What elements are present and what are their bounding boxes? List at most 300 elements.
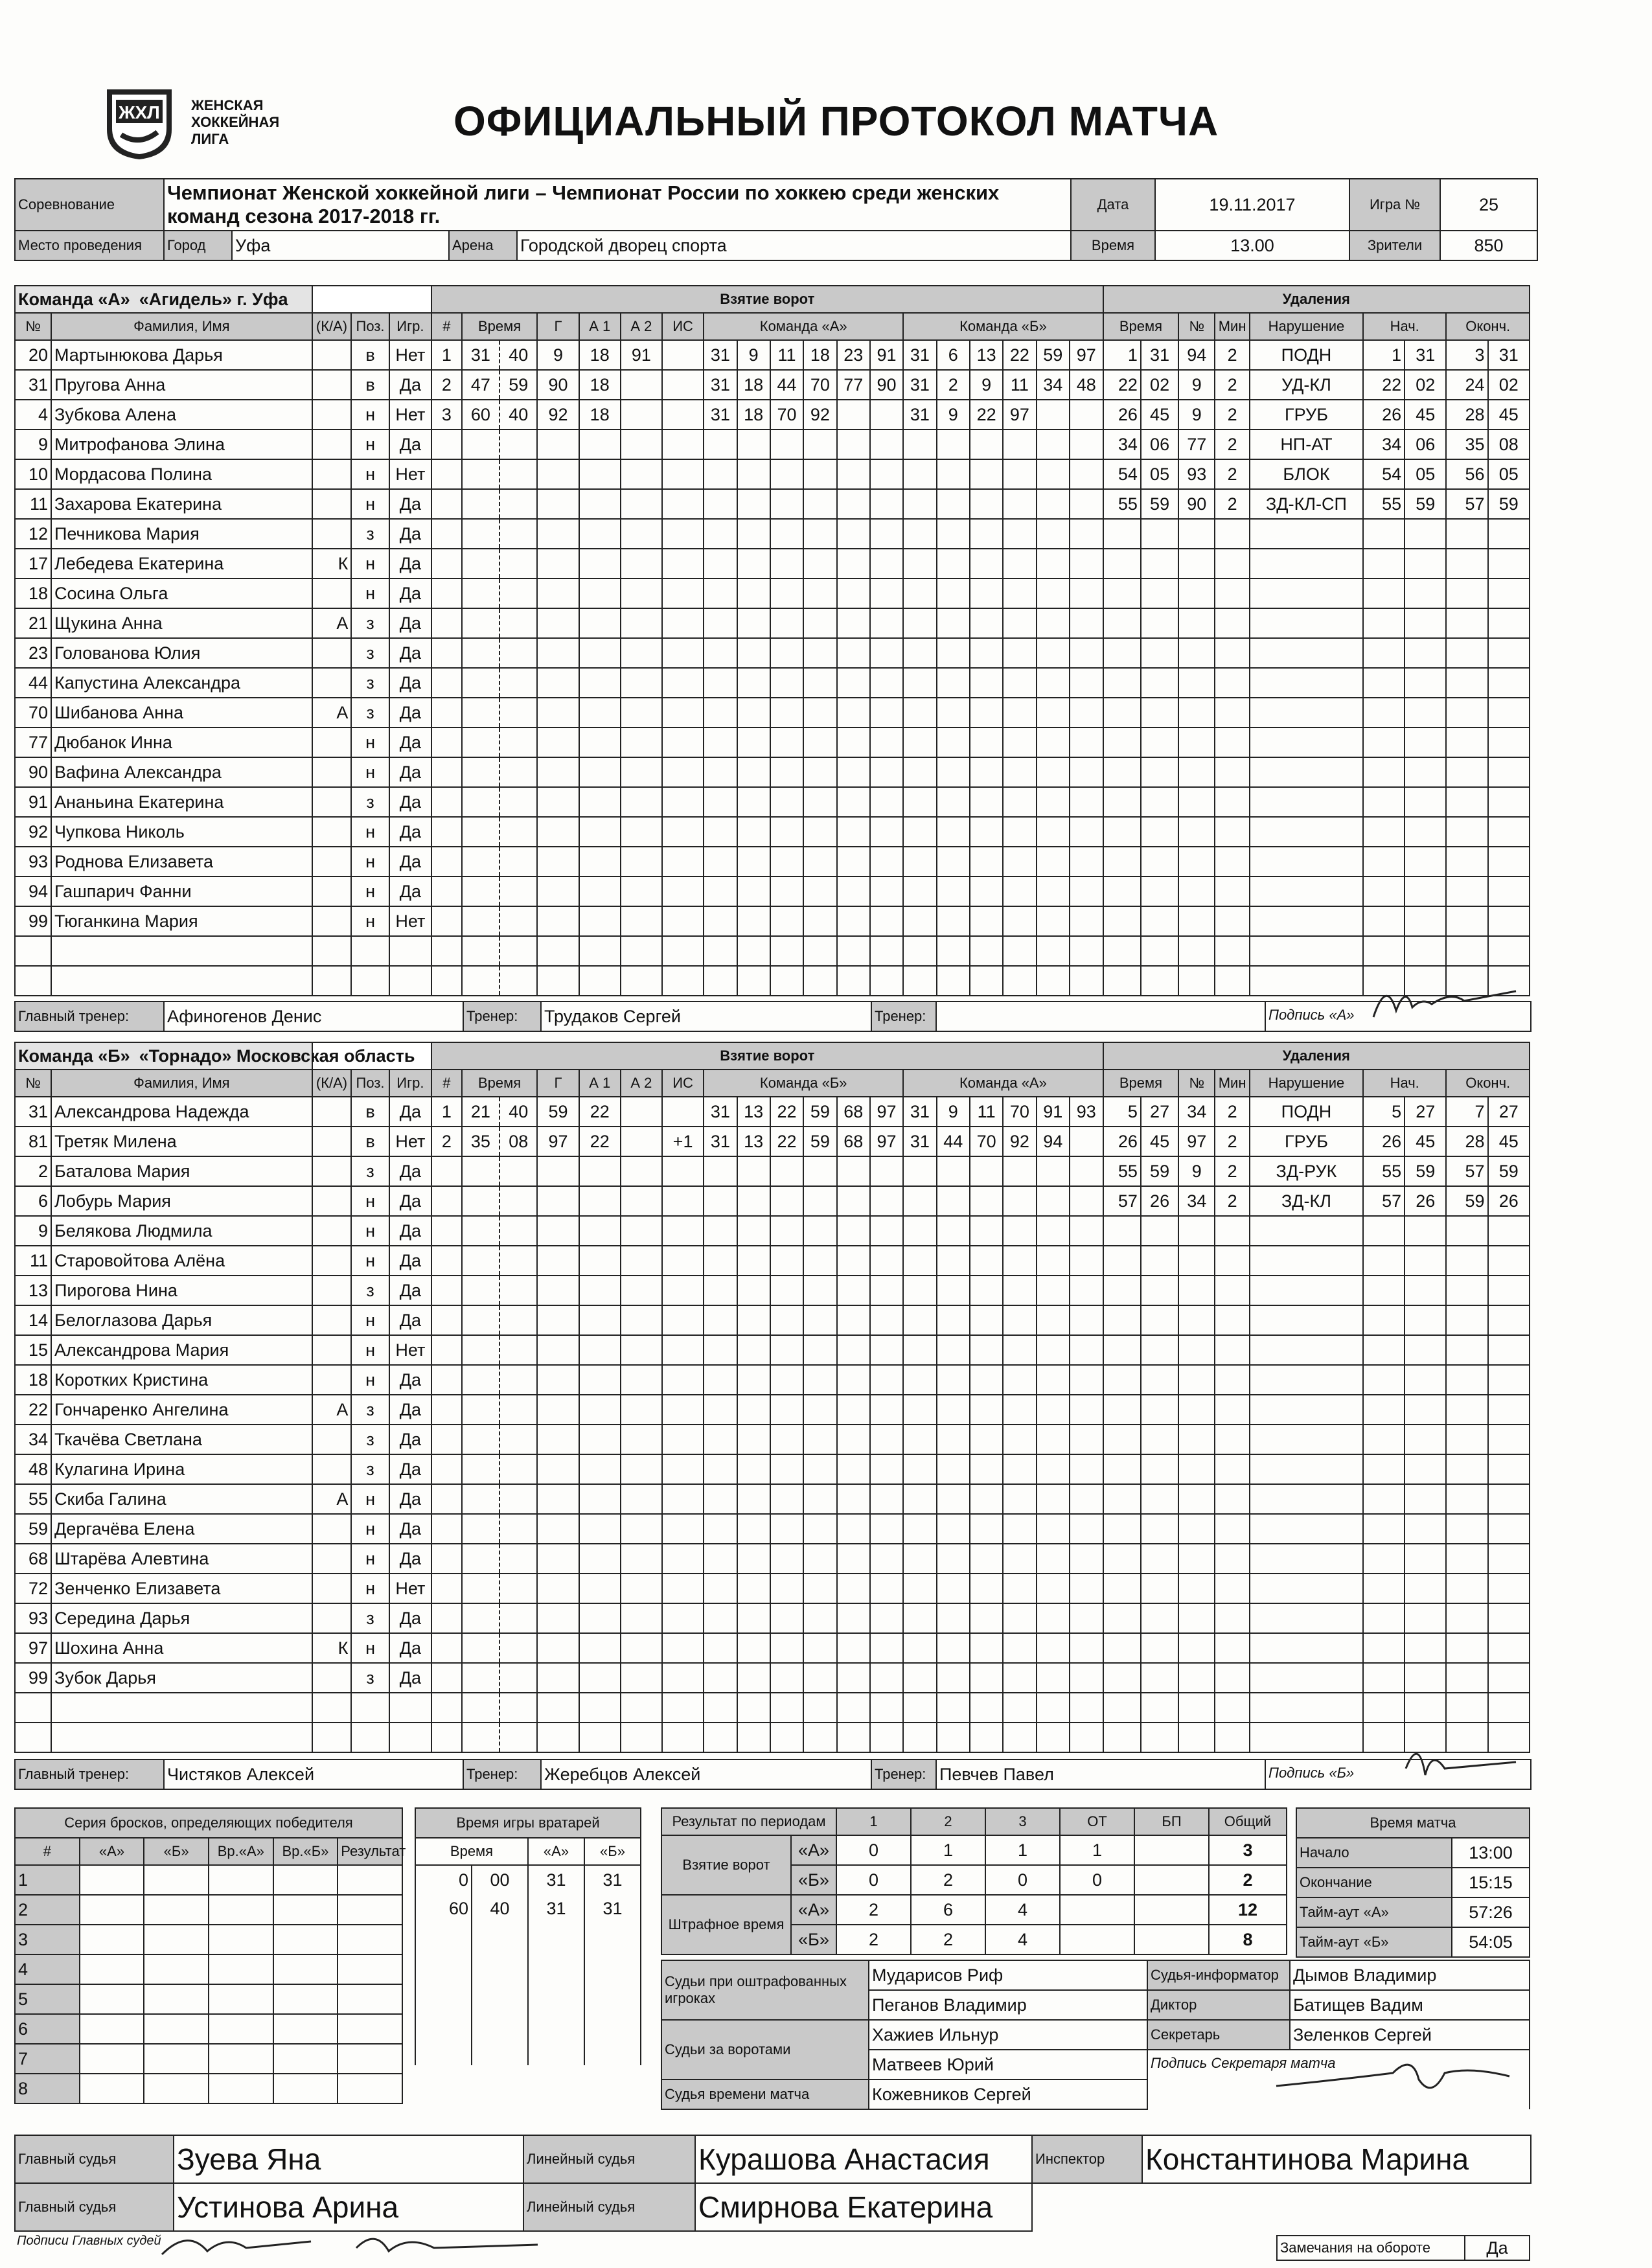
goal-second [499,1514,537,1544]
penalty-minute [1103,727,1141,757]
player-row [15,1216,1530,1246]
penalty-end-sec [1488,638,1530,668]
on-ice-own [870,1484,903,1514]
goal-assist-1 [579,1544,621,1574]
on-ice-opp [1070,1574,1103,1603]
goal-second [499,1484,537,1514]
on-ice-own [803,430,836,459]
penalty-infraction [1250,876,1363,906]
penalty-player [1178,608,1215,638]
penalty-start-sec [1405,1454,1446,1484]
penalty-second [1141,1603,1178,1633]
goalie-b: 31 [584,1865,641,1894]
player-position [351,936,389,966]
on-ice-own [770,906,803,936]
on-ice-opp [1037,459,1070,489]
goalie-a: 31 [528,1894,584,1923]
col-plays: Игр. [389,1070,431,1097]
player-position: н [351,459,389,489]
penalty-second [1141,1425,1178,1454]
on-ice-opp [1037,608,1070,638]
penalty-start-sec [1405,1305,1446,1335]
goal-assist-1 [579,1603,621,1633]
player-name: Печникова Мария [51,519,312,549]
on-ice-own [870,549,903,578]
on-ice-opp [903,638,936,668]
on-ice-own [803,1425,836,1454]
penalty-end-min [1446,1603,1487,1633]
team-name-cont [312,286,431,313]
penalty-minute [1103,1574,1141,1603]
penalty-minute [1103,817,1141,847]
on-ice-opp [1037,876,1070,906]
goalie-second [472,1951,528,1980]
on-ice-opp [1037,1425,1070,1454]
player-row [15,1544,1530,1574]
period-value: 2 [1209,1865,1287,1895]
player-name: Лебедева Екатерина [51,549,312,578]
on-ice-own [704,876,737,906]
match-info-table [14,178,1538,261]
on-ice-own [770,1216,803,1246]
penalty-second [1141,549,1178,578]
on-ice-own [704,936,737,966]
penalty-minutes [1215,787,1250,817]
team-name: «Торнадо» Московская область [139,1046,415,1066]
goal-strength [662,430,704,459]
penalty-start-min: 26 [1363,400,1405,430]
shootout-cell [80,1984,144,2014]
on-ice-opp: 9 [937,400,970,430]
goal-minute [462,906,499,936]
on-ice-opp [1003,876,1036,906]
on-ice-opp [937,519,970,549]
penalty-minutes [1215,727,1250,757]
goal-minute [462,549,499,578]
on-ice-own [737,1603,770,1633]
penalty-second: 02 [1141,370,1178,400]
goal-number [431,906,462,936]
shootout-row [15,2074,402,2103]
penalty-player: 9 [1178,1156,1215,1186]
penalty-end-sec [1488,1335,1530,1365]
goal-assist-1 [579,1276,621,1305]
shootout-cell [209,2074,273,2103]
penalty-player [1178,1395,1215,1425]
penalty-start-min [1363,1365,1405,1395]
on-ice-opp [970,638,1003,668]
on-ice-own [837,1514,870,1544]
on-ice-own [737,847,770,876]
penalty-start-min: 55 [1363,489,1405,519]
goal-scorer [537,668,579,698]
goals-row-label: Взятие ворот [661,1835,791,1895]
goal-assist-2 [621,1246,662,1276]
penalty-start-sec: 45 [1405,1127,1446,1156]
penalty-minute [1103,847,1141,876]
on-ice-own: 44 [770,370,803,400]
on-ice-own [737,1663,770,1693]
penalty-player [1178,966,1215,996]
goal-assist-2 [621,1335,662,1365]
penalty-player: 94 [1178,340,1215,370]
on-ice-own [837,787,870,817]
goal-second [499,1454,537,1484]
logo-line-2: ХОККЕЙНАЯ [191,114,280,130]
goal-judge-1: Хажиев Ильнур [869,2020,1147,2050]
on-ice-own [837,1574,870,1603]
penalty-end-sec [1488,1574,1530,1603]
secretary-label: Секретарь [1147,2020,1290,2050]
on-ice-own [837,757,870,787]
penalty-end-min [1446,1305,1487,1335]
goal-assist-2 [621,1723,662,1752]
period-value [1134,1895,1209,1925]
player-number: 99 [15,1663,51,1693]
penalty-end-sec [1488,1425,1530,1454]
time-label: Время [1071,231,1155,260]
col-own-team: Команда «Б» [704,1070,903,1097]
on-ice-own [870,698,903,727]
player-position: з [351,1425,389,1454]
goal-minute [462,817,499,847]
player-name [51,966,312,996]
on-ice-own [803,1276,836,1305]
goal-minute [462,668,499,698]
penalty-minutes: 2 [1215,489,1250,519]
penalty-minute [1103,1544,1141,1574]
on-ice-opp [1037,519,1070,549]
goal-minute [462,1693,499,1723]
on-ice-opp [1070,817,1103,847]
on-ice-own [803,1335,836,1365]
goal-scorer [537,638,579,668]
goal-scorer: 9 [537,340,579,370]
penalty-infraction [1250,698,1363,727]
player-name: Старовойтова Алёна [51,1246,312,1276]
goalie-a: 31 [528,1865,584,1894]
on-ice-own: 68 [837,1097,870,1127]
on-ice-own: 90 [870,370,903,400]
player-position: н [351,400,389,430]
period-value: 2 [836,1925,911,1954]
goal-assist-1: 18 [579,400,621,430]
on-ice-own [704,1186,737,1216]
player-played: Да [389,1454,431,1484]
penalty-minutes [1215,1514,1250,1544]
goal-assist-1 [579,1335,621,1365]
on-ice-own [737,1186,770,1216]
penalty-minute [1103,638,1141,668]
on-ice-opp [1070,1723,1103,1752]
on-ice-own [870,1544,903,1574]
goal-scorer [537,430,579,459]
penalty-end-min [1446,1514,1487,1544]
penalty-minute [1103,1276,1141,1305]
penalty-player [1178,578,1215,608]
player-role [312,1156,352,1186]
on-ice-own [837,549,870,578]
on-ice-own [803,578,836,608]
on-ice-own [803,787,836,817]
player-position: н [351,1305,389,1335]
on-ice-opp [1070,876,1103,906]
penalty-end-sec [1488,847,1530,876]
player-name: Шибанова Анна [51,698,312,727]
on-ice-opp [903,430,936,459]
penalty-start-sec [1405,1544,1446,1574]
on-ice-opp [937,1544,970,1574]
penalty-minute [1103,1633,1141,1663]
goal-assist-1 [579,1693,621,1723]
penalty-start-sec [1405,876,1446,906]
goal-judge-2: Матвеев Юрий [869,2050,1147,2079]
penalty-end-min [1446,1693,1487,1723]
goal-second [499,787,537,817]
player-name: Скиба Галина [51,1484,312,1514]
on-ice-opp [1070,1663,1103,1693]
goal-scorer [537,1574,579,1603]
on-ice-own [704,1216,737,1246]
on-ice-opp [1003,1693,1036,1723]
player-position: з [351,638,389,668]
team-b-head-coach: Чистяков Алексей [164,1759,463,1789]
penalty-second [1141,1544,1178,1574]
on-ice-own [770,847,803,876]
goal-number [431,1276,462,1305]
on-ice-own [704,787,737,817]
penalties-section-label: Удаления [1103,286,1530,313]
goal-strength [662,370,704,400]
on-ice-own [837,727,870,757]
col-ka: (К/А) [312,1070,352,1097]
penalty-start-sec [1405,549,1446,578]
on-ice-own [704,1246,737,1276]
on-ice-own [737,608,770,638]
on-ice-opp [937,787,970,817]
on-ice-opp [903,698,936,727]
player-row [15,698,1530,727]
goal-scorer [537,1246,579,1276]
penalty-second: 05 [1141,459,1178,489]
period-row [661,1835,1287,1865]
penalty-minutes: 2 [1215,1156,1250,1186]
penalty-minute: 34 [1103,430,1141,459]
secretary-signature-label: Подпись Секретаря матча [1147,2050,1530,2109]
shootout-cell [273,2074,338,2103]
on-ice-own [803,1395,836,1425]
goal-scorer [537,698,579,727]
penalty-start-min [1363,1216,1405,1246]
player-name: Роднова Елизавета [51,847,312,876]
player-role [312,1276,352,1305]
player-role [312,1723,352,1752]
penalty-second: 06 [1141,430,1178,459]
goal-assist-1: 22 [579,1127,621,1156]
goal-assist-2 [621,1603,662,1633]
on-ice-own [870,966,903,996]
goal-scorer [537,1663,579,1693]
on-ice-opp [1037,489,1070,519]
on-ice-own [803,1514,836,1544]
penalty-start-min [1363,757,1405,787]
on-ice-opp [937,430,970,459]
shootout-cell [144,1925,209,1954]
penalty-end-sec: 08 [1488,430,1530,459]
on-ice-own [737,1484,770,1514]
penalty-end-sec [1488,1216,1530,1246]
col-name: Фамилия, Имя [51,313,312,340]
penalty-second: 26 [1141,1186,1178,1216]
goal-scorer [537,1156,579,1186]
penalty-minutes [1215,1216,1250,1246]
on-ice-own: 9 [737,340,770,370]
timeout-b: 54:05 [1452,1927,1530,1957]
on-ice-own [803,1663,836,1693]
game-number: 25 [1440,179,1537,231]
on-ice-opp [1037,668,1070,698]
penalty-start-min [1363,698,1405,727]
goal-minute [462,638,499,668]
on-ice-own [737,1693,770,1723]
penalty-minute [1103,787,1141,817]
player-number: 90 [15,757,51,787]
on-ice-opp [1003,459,1036,489]
player-name: Пругова Анна [51,370,312,400]
penalty-minutes [1215,638,1250,668]
goals-section-label: Взятие ворот [431,286,1103,313]
period-value: 4 [985,1895,1060,1925]
player-role [312,340,352,370]
goal-scorer [537,578,579,608]
goal-number [431,757,462,787]
penalty-minutes: 2 [1215,1097,1250,1127]
team-a-signature [1360,972,1529,1030]
penalty-start-min [1363,519,1405,549]
goal-second: 59 [499,370,537,400]
goal-assist-1 [579,459,621,489]
player-number: 93 [15,847,51,876]
player-position: з [351,519,389,549]
on-ice-opp [1003,727,1036,757]
penalty-start-min [1363,1574,1405,1603]
player-number [15,936,51,966]
goal-number: 1 [431,340,462,370]
on-ice-opp [1003,1574,1036,1603]
player-name: Мартынюкова Дарья [51,340,312,370]
on-ice-own [870,1574,903,1603]
goalie-minute [415,1923,472,1951]
on-ice-opp [970,1663,1003,1693]
penalty-end-sec [1488,519,1530,549]
on-ice-own [770,1603,803,1633]
remarks-table [1276,2235,1530,2261]
on-ice-own [803,936,836,966]
goal-number [431,1216,462,1246]
goal-scorer [537,1544,579,1574]
goal-assist-1 [579,1633,621,1663]
on-ice-own [770,608,803,638]
player-row [15,1663,1530,1693]
penalty-start-sec [1405,757,1446,787]
goal-assist-1 [579,1514,621,1544]
on-ice-own [737,1425,770,1454]
on-ice-opp [970,936,1003,966]
player-row [15,1305,1530,1335]
team-letter: Команда «А» [18,290,130,309]
on-ice-opp [1003,668,1036,698]
goal-second [499,1186,537,1216]
penalty-end-min: 35 [1446,430,1487,459]
penalty-end-sec: 31 [1488,340,1530,370]
player-number: 18 [15,1365,51,1395]
goal-strength [662,340,704,370]
goal-assist-1: 18 [579,340,621,370]
period-col: 1 [836,1808,911,1835]
on-ice-opp: 11 [970,1097,1003,1127]
goal-scorer [537,966,579,996]
player-name: Вафина Александра [51,757,312,787]
player-name: Чупкова Николь [51,817,312,847]
player-row [15,519,1530,549]
on-ice-own [704,906,737,936]
penalty-minute [1103,757,1141,787]
goal-strength [662,1246,704,1276]
penalty-end-sec [1488,876,1530,906]
on-ice-opp [1003,1246,1036,1276]
penalty-start-sec: 31 [1405,340,1446,370]
on-ice-own [737,668,770,698]
penalty-minutes: 2 [1215,1127,1250,1156]
on-ice-own: 97 [870,1127,903,1156]
shootout-index: 2 [15,1895,80,1925]
goal-minute [462,787,499,817]
penalty-second [1141,1574,1178,1603]
shootout-cell [209,1954,273,1984]
player-row [15,578,1530,608]
on-ice-opp [937,936,970,966]
goal-second [499,1156,537,1186]
on-ice-own [870,787,903,817]
player-played: Да [389,608,431,638]
player-number: 94 [15,876,51,906]
on-ice-opp [1070,1395,1103,1425]
player-played [389,966,431,996]
penalty-second [1141,608,1178,638]
goal-scorer [537,608,579,638]
match-time: 13.00 [1155,231,1349,260]
on-ice-opp [1070,1305,1103,1335]
player-role [312,1216,352,1246]
penalty-minutes [1215,1365,1250,1395]
goalie-row [415,1980,641,2008]
goal-assist-1 [579,549,621,578]
penalty-infraction: НП-АТ [1250,430,1363,459]
penalty-end-min: 57 [1446,1156,1487,1186]
goalie-a [528,1980,584,2008]
goal-minute: 60 [462,400,499,430]
on-ice-opp [970,1216,1003,1246]
penalty-end-sec [1488,1305,1530,1335]
on-ice-opp [937,876,970,906]
penalty-second: 45 [1141,1127,1178,1156]
goal-strength [662,489,704,519]
on-ice-own [737,1216,770,1246]
penalty-end-min [1446,1484,1487,1514]
goal-minute [462,1574,499,1603]
penalty-end-sec: 59 [1488,1156,1530,1186]
goal-second [499,519,537,549]
